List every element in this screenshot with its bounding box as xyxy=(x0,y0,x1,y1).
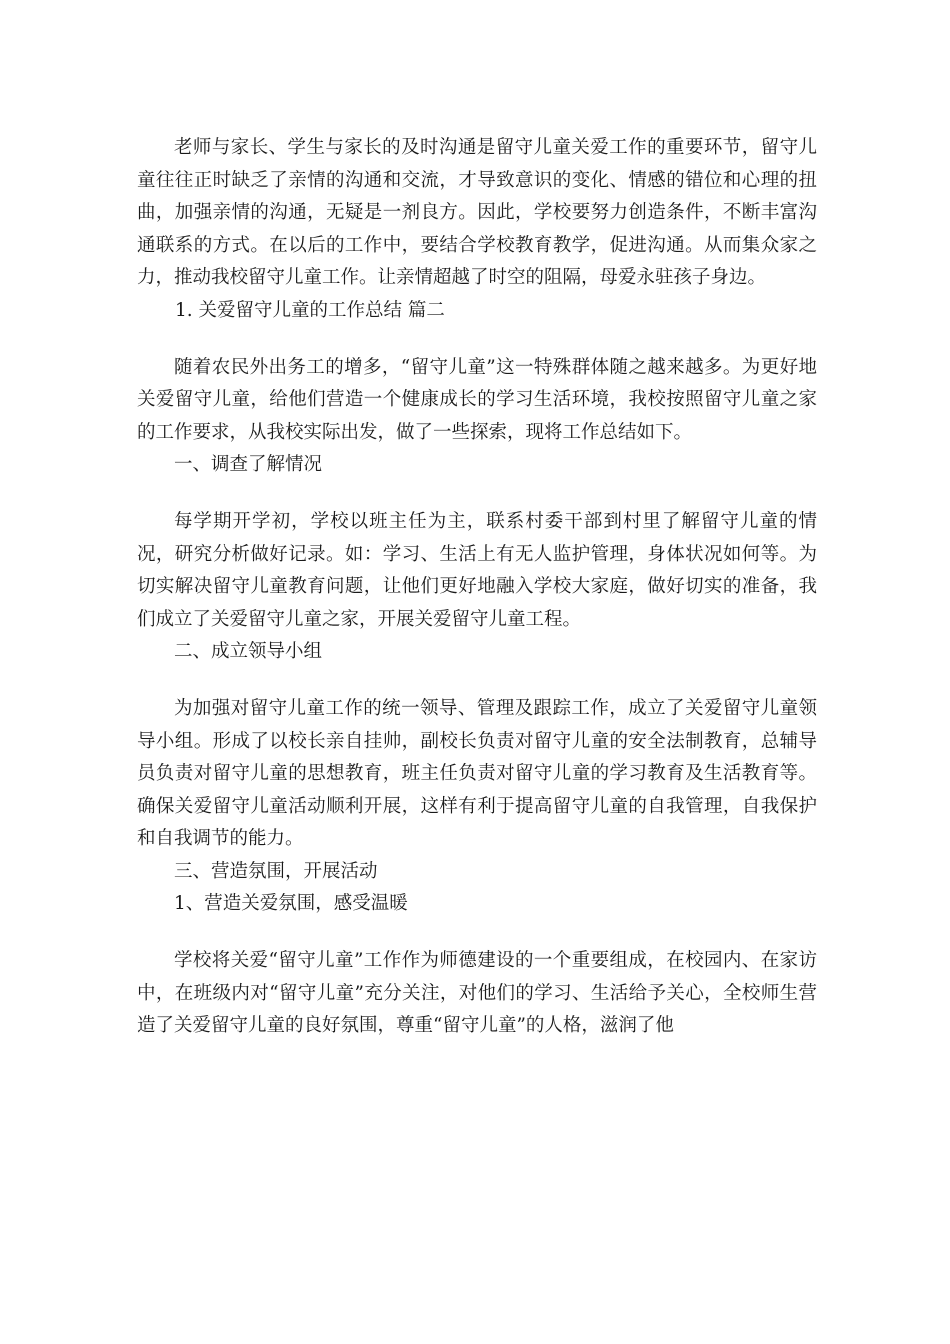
paragraph-introduction: 随着农民外出务工的增多，“留守儿童”这一特殊群体随之越来越多。为更好地关爱留守儿童，给他们营造一个健康成长的学习生活环境，我校按照留守儿童之家的工作要求，从我校实际出发，做了一些探索，现将工作总结如下。 xyxy=(137,356,817,443)
heading-atmosphere-activities: 三、营造氛围，开展活动 xyxy=(174,860,378,882)
heading-leadership-group: 二、成立领导小组 xyxy=(174,641,323,663)
paragraph-caring-atmosphere: 学校将关爱“留守儿童”工作作为师德建设的一个重要组成，在校园内、在家访中，在班级内对“留守儿童”充分关注，对他们的学习、生活给予关心，全校师生营造了关爱留守儿童的良好氛围，尊重“留守儿童”的人格，滋润了他 xyxy=(137,950,817,1037)
document-page xyxy=(137,132,817,1043)
section-title-part-two: 1. 关爱留守儿童的工作总结 篇二 xyxy=(175,299,445,321)
paragraph-communication: 老师与家长、学生与家长的及时沟通是留守儿童关爱工作的重要环节，留守儿童往往正时缺乏了亲情的沟通和交流，才导致意识的变化、情感的错位和心理的扭曲，加强亲情的沟通，无疑是一剂良方。因此，学校要努力创造条件，不断丰富沟通联系的方式。在以后的工作中，要结合学校教育教学，促进沟通。从而集众家之力，推动我校留守儿童工作。让亲情超越了时空的阻隔，母爱永驻孩子身边。 xyxy=(137,137,817,289)
paragraph-investigation: 每学期开学初，学校以班主任为主，联系村委干部到村里了解留守儿童的情况，研究分析做好记录。如：学习、生活上有无人监护管理，身体状况如何等。为切实解决留守儿童教育问题，让他们更好地融入学校大家庭，做好切实的准备，我们成立了关爱留守儿童之家，开展关爱留守儿童工程。 xyxy=(137,510,817,630)
subheading-caring-atmosphere: 1、营造关爱氛围，感受温暖 xyxy=(174,893,408,915)
paragraph-leadership-group: 为加强对留守儿童工作的统一领导、管理及跟踪工作，成立了关爱留守儿童领导小组。形成了以校长亲自挂帅，副校长负责对留守儿童的安全法制教育，总辅导员负责对留守儿童的思想教育，班主任负责对留守儿童的学习教育及生活教育等。确保关爱留守儿童活动顺利开展，这样有利于提高留守儿童的自我管理，自我保护和自我调节的能力。 xyxy=(137,697,817,850)
heading-investigation: 一、调查了解情况 xyxy=(174,454,323,476)
